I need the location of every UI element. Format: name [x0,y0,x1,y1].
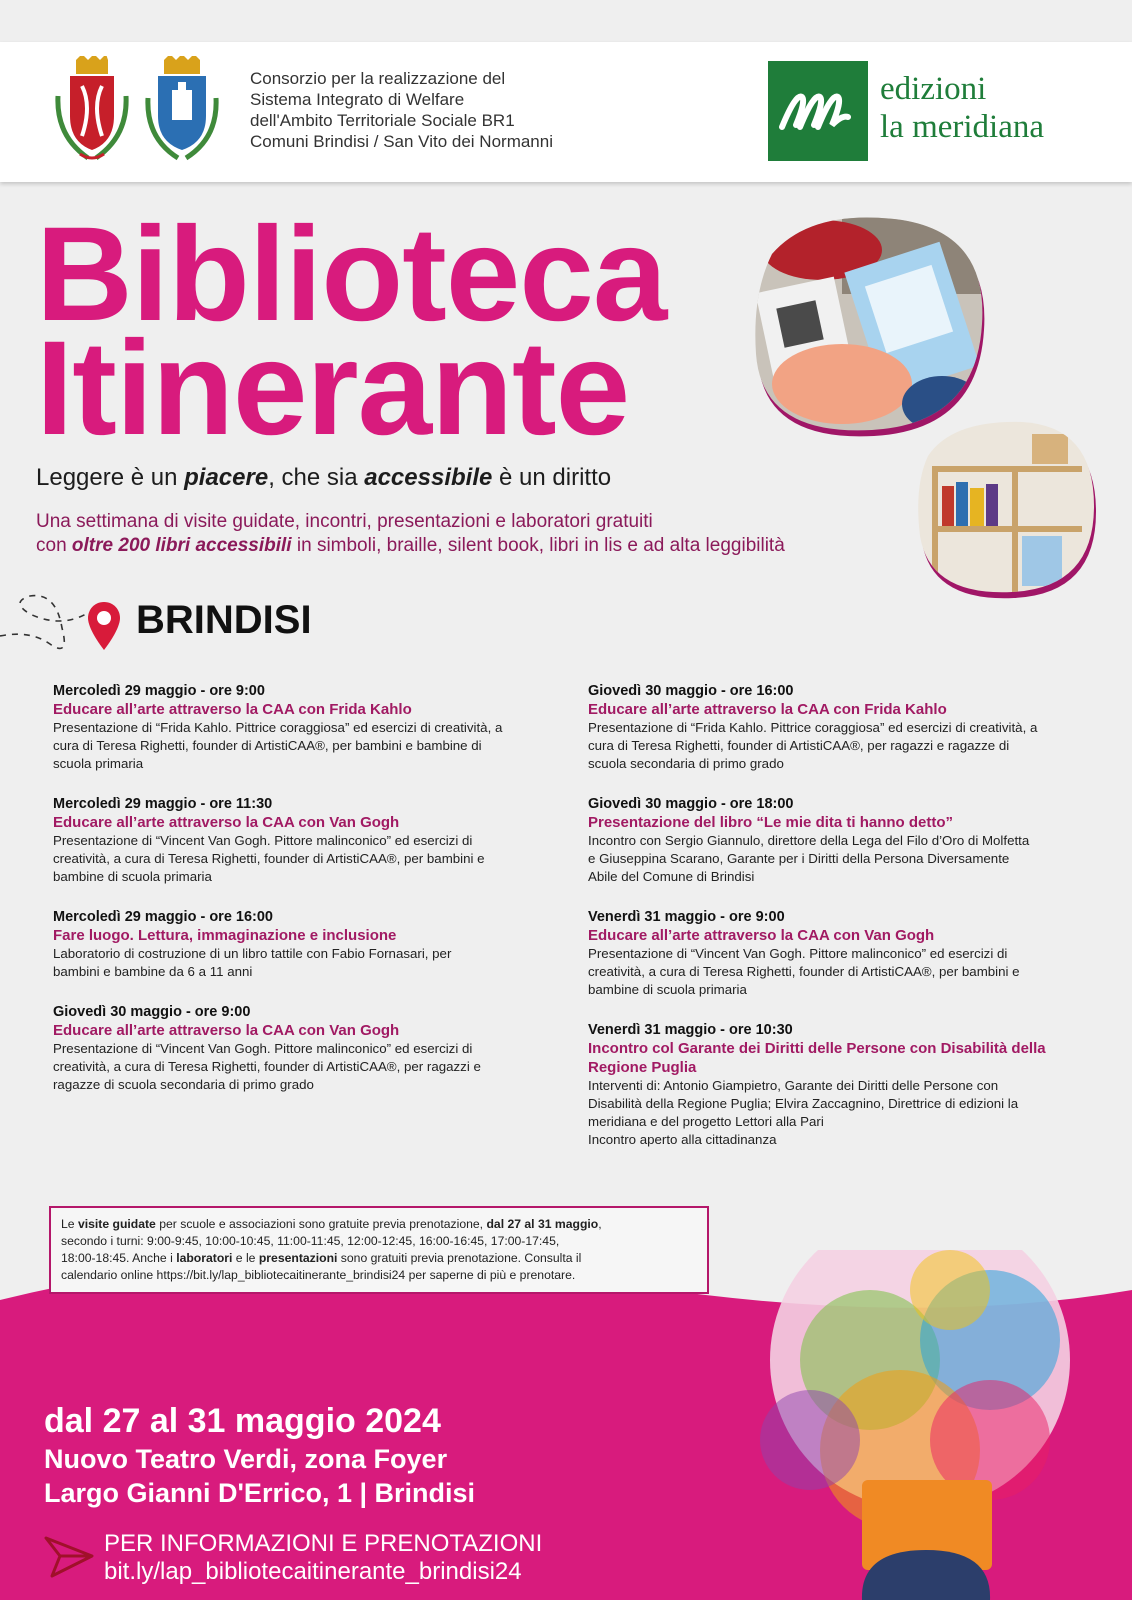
event-desc-line: bambine di scuola primaria [53,869,212,884]
send-arrow-icon [44,1534,94,1580]
tagline-text: è un diritto [492,464,612,491]
notice-bold: dal 27 al 31 maggio [486,1217,599,1231]
event-desc-line: creatività, a cura di Teresa Righetti, founder di ArtistiCAA®, per ragazzi e [53,1059,481,1074]
notice-text: sono gratuiti previa prenotazione. Consulta il [337,1251,582,1265]
event-desc-line: Disabilità della Regione Puglia; Elvira Zaccagnino, Direttrice di edizioni la [588,1096,1019,1111]
event-date: Giovedì 30 maggio - ore 9:00 [53,1004,251,1020]
crest-brindisi-icon [52,56,132,166]
org-line: Comuni Brindisi / San Vito dei Normanni [250,132,553,151]
event-desc-line: ragazze di scuola secondaria di primo grado [53,1077,314,1092]
notice-text: per scuole e associazioni sono gratuite previa prenotazione, [155,1217,487,1231]
event-title: Educare all’arte attraverso la CAA con Frida Kahlo [588,701,947,718]
event-desc-line: creatività, a cura di Teresa Righetti, founder di ArtistiCAA®, per bambini e [53,851,485,866]
tagline-text: Leggere è un [36,464,185,491]
notice-line: secondo i turni: 9:00-9:45, 10:00-10:45, 11:00-11:45, 12:00-12:45, 16:00-16:45, 17:00-17:45, [61,1234,560,1248]
notice-text: , [598,1217,602,1231]
event-item [53,908,553,981]
event-item [53,795,553,886]
event-desc-line: bambini e bambine da 6 a 11 anni [53,964,253,979]
event-date: Mercoledì 29 maggio - ore 16:00 [53,909,273,925]
event-date: Mercoledì 29 maggio - ore 11:30 [53,796,273,812]
event-desc-line: Presentazione di “Vincent Van Gogh. Pittore malinconico” ed esercizi di [588,946,1008,961]
notice-text: e le [232,1251,259,1265]
info-link[interactable]: bit.ly/lap_bibliotecaitinerante_brindisi24 [104,1558,522,1585]
photo-bookshelf [912,416,1102,600]
event-desc-line: Presentazione di “Frida Kahlo. Pittrice coraggiosa” ed esercizi di creatività, a [588,720,1038,735]
notice-text: Le [61,1217,78,1231]
event-date: Venerdì 31 maggio - ore 9:00 [588,909,785,925]
event-title: Educare all’arte attraverso la CAA con Van Gogh [588,927,935,944]
event-title: Fare luogo. Lettura, immaginazione e inclusione [53,927,397,944]
event-desc-line: Abile del Comune di Brindisi [588,869,755,884]
event-item [588,1021,1093,1149]
venue-name: Nuovo Teatro Verdi, zona Foyer [44,1444,448,1474]
event-dates: dal 27 al 31 maggio 2024 [44,1402,441,1440]
event-date: Venerdì 31 maggio - ore 10:30 [588,1022,793,1038]
event-item [588,908,1093,999]
crest-san-vito-icon [142,56,222,166]
event-desc-line: Laboratorio di costruzione di un libro tattile con Fabio Fornasari, per [53,946,452,961]
event-item [53,682,553,773]
map-pin-icon [86,600,122,654]
event-desc-line: Presentazione di “Frida Kahlo. Pittrice coraggiosa” ed esercizi di creatività, a [53,720,503,735]
event-desc-line: Incontro aperto alla cittadinanza [588,1132,777,1147]
event-desc-line: cura di Teresa Righetti, founder di ArtistiCAA®, per ragazzi e ragazze di [588,738,1010,753]
title-line: Itinerante [36,314,630,463]
event-item [588,795,1093,886]
event-desc-line: scuola secondaria di primo grado [588,756,784,771]
tagline-emphasis: piacere [184,464,269,491]
page-title [36,200,667,463]
title-line: Biblioteca [36,200,667,349]
photo-reading-books [752,214,992,440]
event-desc-line: cura di Teresa Righetti, founder di ArtistiCAA®, per bambini e bambine di [53,738,482,753]
events-column-left [53,682,553,1116]
event-date: Mercoledì 29 maggio - ore 9:00 [53,683,265,699]
publisher-name-line: la meridiana [880,109,1045,145]
event-item [53,1003,553,1094]
tagline [36,464,611,492]
organization-name [250,68,670,152]
event-title: Educare all’arte attraverso la CAA con Van Gogh [53,1022,400,1039]
venue-address: Largo Gianni D'Errico, 1 | Brindisi [44,1478,476,1508]
notice-bold: visite guidate [77,1217,156,1231]
event-title: Educare all’arte attraverso la CAA con Van Gogh [53,814,400,831]
event-desc-line: bambine di scuola primaria [588,982,747,997]
notice-bold: presentazioni [258,1251,338,1265]
booking-notice-box [49,1206,709,1294]
event-date: Giovedì 30 maggio - ore 18:00 [588,796,794,812]
event-desc-line: creatività, a cura di Teresa Righetti, founder di ArtistiCAA®, per bambini e [588,964,1020,979]
info-heading: PER INFORMAZIONI E PRENOTAZIONI [104,1530,543,1557]
city-heading: BRINDISI [136,598,312,642]
event-title: Presentazione del libro “Le mie dita ti hanno detto” [588,814,954,831]
event-desc-line: Presentazione di “Vincent Van Gogh. Pittore malinconico” ed esercizi di [53,1041,473,1056]
publisher-name [880,70,1044,146]
event-title: Incontro col Garante dei Diritti delle Persone con Disabilità della Regione Puglia [588,1040,1046,1076]
event-desc-line: Presentazione di “Vincent Van Gogh. Pittore malinconico” ed esercizi di [53,833,473,848]
event-desc-line: Incontro con Sergio Giannulo, direttore della Lega del Filo d’Oro di Molfetta [588,833,1030,848]
event-item [588,682,1093,773]
intro-line: Una settimana di visite guidate, incontri, presentazioni e laboratori gratuiti [36,511,653,532]
org-line: Consorzio per la realizzazione del [250,69,506,88]
event-title: Educare all’arte attraverso la CAA con Frida Kahlo [53,701,412,718]
event-date: Giovedì 30 maggio - ore 16:00 [588,683,794,699]
notice-line: calendario online https://bit.ly/lap_bibliotecaitinerante_brindisi24 per saperne di più e prenotare. [61,1268,576,1282]
notice-line [61,1250,697,1267]
publisher-logo-icon [768,61,868,161]
intro-text-part: in simboli, braille, silent book, libri in lis e ad alta leggibilità [291,535,785,556]
event-desc-line: e Giuseppina Scarano, Garante per i Diritti della Persona Diversamente [588,851,1010,866]
events-column-right [588,682,1093,1171]
tagline-text: , che sia [268,464,365,491]
intro-line [36,534,916,558]
event-desc-line: scuola primaria [53,756,144,771]
notice-line [61,1216,697,1233]
intro-text [36,510,916,558]
intro-text-part: con [36,535,72,556]
intro-emphasis: oltre 200 libri accessibili [71,535,292,556]
publisher-name-line: edizioni [880,71,987,107]
notice-bold: laboratori [176,1251,233,1265]
tagline-emphasis: accessibile [364,464,493,491]
event-desc-line: Interventi di: Antonio Giampietro, Garante dei Diritti delle Persone con [588,1078,999,1093]
org-line: dell'Ambito Territoriale Sociale BR1 [250,111,515,130]
org-line: Sistema Integrato di Welfare [250,90,465,109]
event-desc-line: meridiana e del progetto Lettori alla Pari [588,1114,824,1129]
notice-text: 18:00-18:45. Anche i [61,1251,177,1265]
